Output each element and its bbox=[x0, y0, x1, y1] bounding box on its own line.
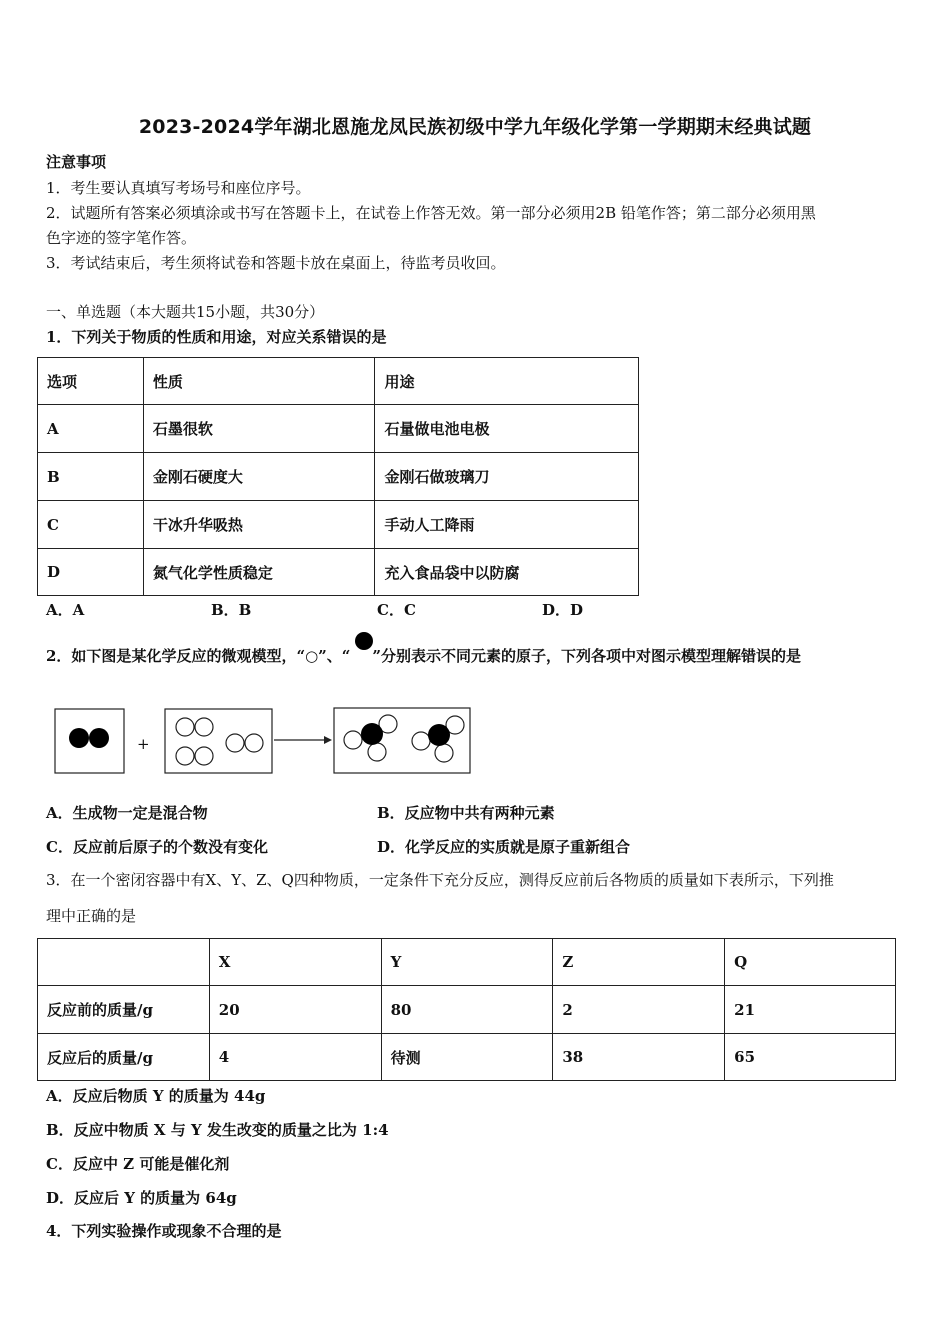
table-cell: 性质 bbox=[143, 358, 375, 405]
section-heading: 一、单选题（本大题共15小题，共30分） bbox=[46, 303, 325, 321]
question-2-option-c[interactable]: C．反应前后原子的个数没有变化 bbox=[46, 838, 268, 856]
white-atom-icon bbox=[195, 718, 213, 736]
table-cell: 干冰升华吸热 bbox=[143, 501, 375, 549]
table-cell: 氮气化学性质稳定 bbox=[143, 549, 375, 596]
question-2-option-b[interactable]: B．反应物中共有两种元素 bbox=[377, 804, 555, 822]
question-3-option-a[interactable]: A．反应后物质 Y 的质量为 44g bbox=[46, 1087, 266, 1105]
table-cell: 38 bbox=[553, 1034, 725, 1081]
table-cell: Z bbox=[553, 939, 725, 986]
table-cell: 金刚石硬度大 bbox=[143, 453, 375, 501]
notice-item-2-cont: 色字迹的签字笔作答。 bbox=[46, 229, 197, 247]
table-cell: 金刚石做玻璃刀 bbox=[375, 453, 639, 501]
table-cell: 石量做电池电极 bbox=[375, 405, 639, 453]
black-atom-icon bbox=[428, 724, 450, 746]
question-1-option-c[interactable]: C．C bbox=[377, 601, 416, 619]
notice-item-2: 2．试题所有答案必须填涂或书写在答题卡上，在试卷上作答无效。第一部分必须用2B 铅笔作答；第二部分必须用黑 bbox=[46, 204, 816, 222]
black-atom-icon bbox=[355, 632, 373, 650]
black-atom-icon bbox=[69, 728, 89, 748]
question-1-option-d[interactable]: D．D bbox=[542, 601, 584, 619]
question-3-table bbox=[37, 938, 896, 1081]
table-cell: 2 bbox=[553, 986, 725, 1034]
question-1-option-b[interactable]: B．B bbox=[211, 601, 252, 619]
black-atom-icon bbox=[89, 728, 109, 748]
table-cell bbox=[38, 939, 210, 986]
white-atom-icon bbox=[344, 731, 362, 749]
table-cell: 80 bbox=[381, 986, 553, 1034]
table-cell: 4 bbox=[209, 1034, 381, 1081]
table-row bbox=[38, 1034, 896, 1081]
notice-item-1: 1．考生要认真填写考场号和座位序号。 bbox=[46, 179, 311, 197]
question-3-option-b[interactable]: B．反应中物质 X 与 Y 发生改变的质量之比为 1:4 bbox=[46, 1121, 389, 1139]
table-cell: 石墨很软 bbox=[143, 405, 375, 453]
table-cell: X bbox=[209, 939, 381, 986]
table-cell: Y bbox=[381, 939, 553, 986]
table-cell: C bbox=[38, 501, 144, 549]
table-cell: 65 bbox=[725, 1034, 896, 1081]
question-2-stem-part-b: ”分别表示不同元素的原子，下列各项中对图示模型理解错误的是 bbox=[372, 647, 802, 665]
table-header-row bbox=[38, 939, 896, 986]
table-cell: Q bbox=[725, 939, 896, 986]
question-3-option-c[interactable]: C．反应中 Z 可能是催化剂 bbox=[46, 1155, 230, 1173]
black-atom-icon bbox=[361, 723, 383, 745]
white-atom-icon bbox=[176, 747, 194, 765]
table-cell: 充入食品袋中以防腐 bbox=[375, 549, 639, 596]
table-cell: 待测 bbox=[381, 1034, 553, 1081]
white-atom-icon bbox=[412, 732, 430, 750]
white-atom-icon bbox=[368, 743, 386, 761]
white-atom-icon bbox=[435, 744, 453, 762]
question-2-option-a[interactable]: A．生成物一定是混合物 bbox=[46, 804, 208, 822]
table-cell: 用途 bbox=[375, 358, 639, 405]
table-cell: A bbox=[38, 405, 144, 453]
question-1-stem: 1．下列关于物质的性质和用途，对应关系错误的是 bbox=[46, 328, 387, 346]
plus-sign: + bbox=[137, 735, 150, 753]
question-2-stem-part-a: 2．如下图是某化学反应的微观模型，“○”、“ bbox=[46, 647, 351, 665]
table-cell: B bbox=[38, 453, 144, 501]
white-atom-icon bbox=[226, 734, 244, 752]
table-cell: 反应后的质量/g bbox=[38, 1034, 210, 1081]
table-row bbox=[38, 986, 896, 1034]
table-cell: 反应前的质量/g bbox=[38, 986, 210, 1034]
question-4-stem: 4．下列实验操作或现象不合理的是 bbox=[46, 1222, 282, 1240]
notice-item-3: 3．考试结束后，考生须将试卷和答题卡放在桌面上，待监考员收回。 bbox=[46, 254, 506, 272]
table-cell: 手动人工降雨 bbox=[375, 501, 639, 549]
white-atom-icon bbox=[176, 718, 194, 736]
question-3-option-d[interactable]: D．反应后 Y 的质量为 64g bbox=[46, 1189, 237, 1207]
table-cell: 21 bbox=[725, 986, 896, 1034]
question-1-option-a[interactable]: A．A bbox=[46, 601, 85, 619]
white-atom-icon bbox=[245, 734, 263, 752]
question-2-option-d[interactable]: D．化学反应的实质就是原子重新组合 bbox=[377, 838, 631, 856]
page-title: 2023-2024学年湖北恩施龙凤民族初级中学九年级化学第一学期期末经典试题 bbox=[138, 116, 812, 138]
white-atom-icon bbox=[195, 747, 213, 765]
question-3-stem-cont: 理中正确的是 bbox=[46, 907, 137, 925]
arrow-head-icon bbox=[324, 736, 332, 744]
notice-heading: 注意事项 bbox=[46, 153, 107, 171]
question-3-stem: 3．在一个密闭容器中有X、Y、Z、Q四种物质，一定条件下充分反应，测得反应前后各物质的质量如下表所示，下列推 bbox=[46, 871, 834, 889]
table-cell: D bbox=[38, 549, 144, 596]
table-cell: 选项 bbox=[38, 358, 144, 405]
table-cell: 20 bbox=[209, 986, 381, 1034]
